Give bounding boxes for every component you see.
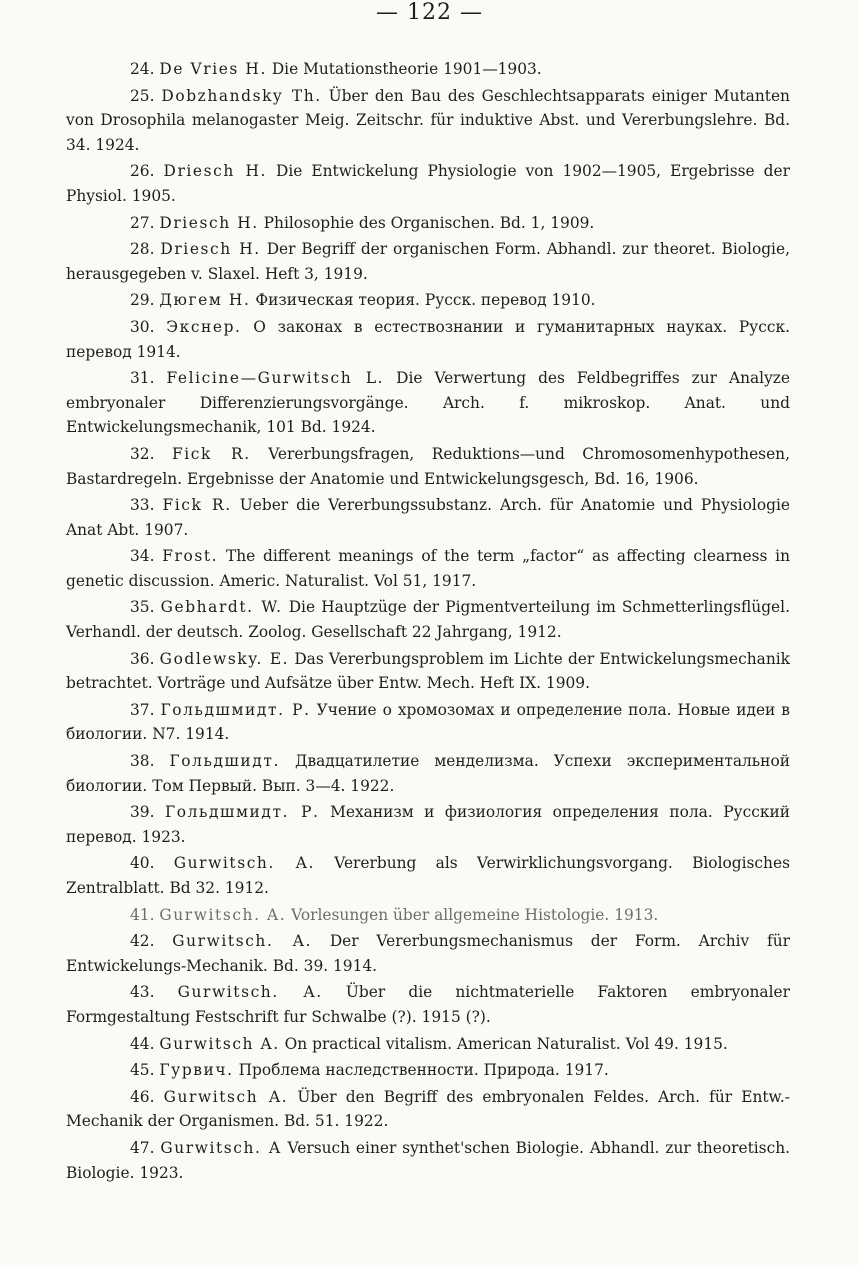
reference-entry	[66, 903, 790, 928]
reference-entry	[66, 57, 790, 82]
reference-entry	[66, 442, 790, 491]
reference-entry	[66, 800, 790, 849]
reference-author: Fick R.	[171, 444, 251, 463]
reference-entry	[66, 1058, 790, 1083]
reference-number: 45.	[130, 1061, 155, 1080]
reference-author: Driesch H.	[163, 162, 267, 181]
reference-entry	[66, 851, 790, 900]
reference-author: Гольдшидт.	[169, 752, 280, 771]
reference-author: Gebhardt. W.	[160, 598, 283, 617]
reference-author: Godlewsky. E.	[159, 649, 290, 668]
reference-author: De Vries H.	[159, 60, 267, 78]
reference-text: Проблема наследственности. Природа. 1917.	[238, 1061, 609, 1080]
reference-entry	[66, 366, 790, 440]
reference-author: Gurwitsch. A.	[159, 905, 287, 924]
reference-entry	[66, 544, 790, 593]
reference-text: Vererbung als Verwirklichungsvorgang. Biologisches Zentralblatt. Bd 32. 1912.	[66, 854, 790, 897]
reference-number: 34.	[130, 547, 155, 566]
reference-text: Über den Bau des Geschlechtsapparats einiger Mutanten von Drosophila melanogaster Meig. Zeitschr. für induktive Abst. und Vererbungslehre. Bd. 34. 1924.	[66, 86, 790, 154]
reference-text: Механизм и физиология определения пола. Русский перевод. 1923.	[66, 803, 790, 846]
reference-entry	[66, 980, 790, 1029]
reference-author: Gurwitsch. A.	[173, 854, 315, 873]
reference-number: 29.	[130, 291, 155, 310]
reference-author: Dobzhandsky Th.	[161, 86, 322, 105]
reference-author: Gurwitsch. A.	[177, 983, 323, 1002]
reference-author: Экснер.	[166, 317, 242, 336]
reference-number: 40.	[130, 854, 155, 873]
reference-number: 33.	[130, 496, 155, 515]
reference-number: 30.	[130, 317, 155, 336]
reference-text: Die Entwickelung Physiologie von 1902—1905, Ergebrisse der Physiol. 1905.	[66, 162, 790, 205]
reference-number: 32.	[130, 444, 155, 463]
reference-entry	[66, 749, 790, 798]
reference-number: 46.	[130, 1087, 155, 1106]
reference-entry	[66, 315, 790, 364]
reference-author: Дюгем Н.	[159, 291, 251, 310]
reference-number: 47.	[130, 1138, 155, 1157]
reference-number: 37.	[130, 700, 155, 719]
reference-text: Vorlesungen über allgemeine Histologie. 1913.	[291, 905, 659, 924]
reference-author: Gurwitsch. A.	[172, 932, 313, 951]
reference-author: Гольдшмидт. Р.	[160, 700, 311, 719]
reference-entry	[66, 1032, 790, 1057]
reference-number: 39.	[130, 803, 155, 822]
reference-entry	[66, 84, 790, 158]
reference-author: Driesch H.	[159, 213, 259, 232]
reference-number: 25.	[130, 86, 155, 105]
reference-number: 43.	[130, 983, 155, 1002]
reference-number: 36.	[130, 649, 155, 668]
reference-text: Vererbungsfragen, Reduktions—und Chromosomenhypothesen, Bastardregeln. Ergebnisse der Anatomie und Entwickelungsgesch, Bd. 16, 1906.	[66, 444, 790, 488]
reference-text: Der Vererbungsmechanismus der Form. Archiv für Entwickelungs-Mechanik. Bd. 39. 1914.	[66, 932, 790, 975]
reference-number: 26.	[130, 162, 155, 181]
reference-list	[66, 57, 790, 1185]
reference-author: Gurwitsch A.	[159, 1034, 280, 1053]
reference-number: 42.	[130, 932, 155, 951]
reference-author: Гольдшмидт. Р.	[164, 803, 320, 822]
reference-entry	[66, 159, 790, 208]
reference-entry	[66, 647, 790, 696]
reference-number: 28.	[130, 240, 155, 259]
reference-number: 24.	[130, 60, 155, 78]
reference-number: 38.	[130, 752, 155, 771]
reference-entry	[66, 1085, 790, 1134]
reference-text: Двадцатилетие менделизма. Успехи экспериментальной биологии. Том Первый. Вып. 3—4. 1922.	[66, 752, 790, 795]
reference-text: On practical vitalism. American Naturalist. Vol 49. 1915.	[284, 1034, 728, 1053]
reference-text: Versuch einer synthet'schen Biologie. Abhandl. zur theoretisch. Biologie. 1923.	[66, 1138, 790, 1182]
reference-entry	[66, 211, 790, 236]
reference-author: Gurwitsch A.	[163, 1087, 289, 1106]
reference-entry	[66, 595, 790, 644]
reference-author: Gurwitsch. A	[160, 1138, 282, 1157]
reference-text: The different meanings of the term „factor“ as affecting clearness in genetic discussion. Americ. Naturalist. Vol 51, 1917.	[66, 547, 790, 590]
reference-entry	[66, 698, 790, 747]
reference-number: 31.	[130, 369, 155, 388]
reference-text: Das Vererbungsproblem im Lichte der Entwickelungsmechanik betrachtet. Vorträge und Aufsätze über Entw. Mech. Heft IX. 1909.	[66, 649, 790, 693]
reference-text: Физическая теория. Русск. перевод 1910.	[255, 291, 596, 310]
reference-entry	[66, 237, 790, 286]
page-number: — 122 —	[376, 0, 483, 25]
reference-text: О законах в естествознании и гуманитарных науках. Русск. перевод 1914.	[66, 317, 790, 361]
reference-text: Über die nichtmaterielle Faktoren embryonaler Formgestaltung Festschrift fur Schwalbe (?). 1915 (?).	[66, 983, 790, 1026]
reference-text: Philosophie des Organischen. Bd. 1, 1909.	[263, 213, 595, 232]
reference-author: Fick R.	[162, 496, 232, 515]
reference-number: 44.	[130, 1034, 155, 1053]
reference-text: Die Mutationstheorie 1901—1903.	[271, 60, 542, 78]
reference-number: 41.	[130, 905, 155, 924]
reference-number: 35.	[130, 598, 155, 617]
reference-text: Учение о хромозомах и определение пола. Новые идеи в биологии. N7. 1914.	[66, 700, 790, 744]
reference-number: 27.	[130, 213, 155, 232]
reference-entry	[66, 288, 790, 313]
reference-text: Ueber die Vererbungssubstanz. Arch. für Anatomie und Physiologie Anat Abt. 1907.	[66, 496, 790, 539]
reference-author: Felicine—Gurwitsch L.	[166, 369, 385, 388]
reference-author: Frost.	[162, 547, 219, 566]
reference-author: Гурвич.	[159, 1061, 234, 1080]
reference-entry	[66, 493, 790, 542]
reference-author: Driesch H.	[160, 240, 261, 259]
reference-entry	[66, 929, 790, 978]
reference-text: Die Hauptzüge der Pigmentverteilung im Schmetterlingsflügel. Verhandl. der deutsch. Zoolog. Gesellschaft 22 Jahrgang, 1912.	[66, 598, 790, 642]
reference-text: Die Verwertung des Feldbegriffes zur Analyze embryonaler Differenzierungsvorgänge. Arch. f. mikroskop. Anat. und Entwickelungsmechanik, 101 Bd. 1924.	[66, 369, 790, 437]
reference-entry	[66, 1136, 790, 1185]
reference-text: Über den Begriff des embryonalen Feldes. Arch. für Entw.-Mechanik der Organismen. Bd. 51. 1922.	[66, 1087, 790, 1131]
reference-text: Der Begriff der organischen Form. Abhandl. zur theoret. Biologie, herausgegeben v. Slaxel. Heft 3, 1919.	[66, 240, 790, 283]
